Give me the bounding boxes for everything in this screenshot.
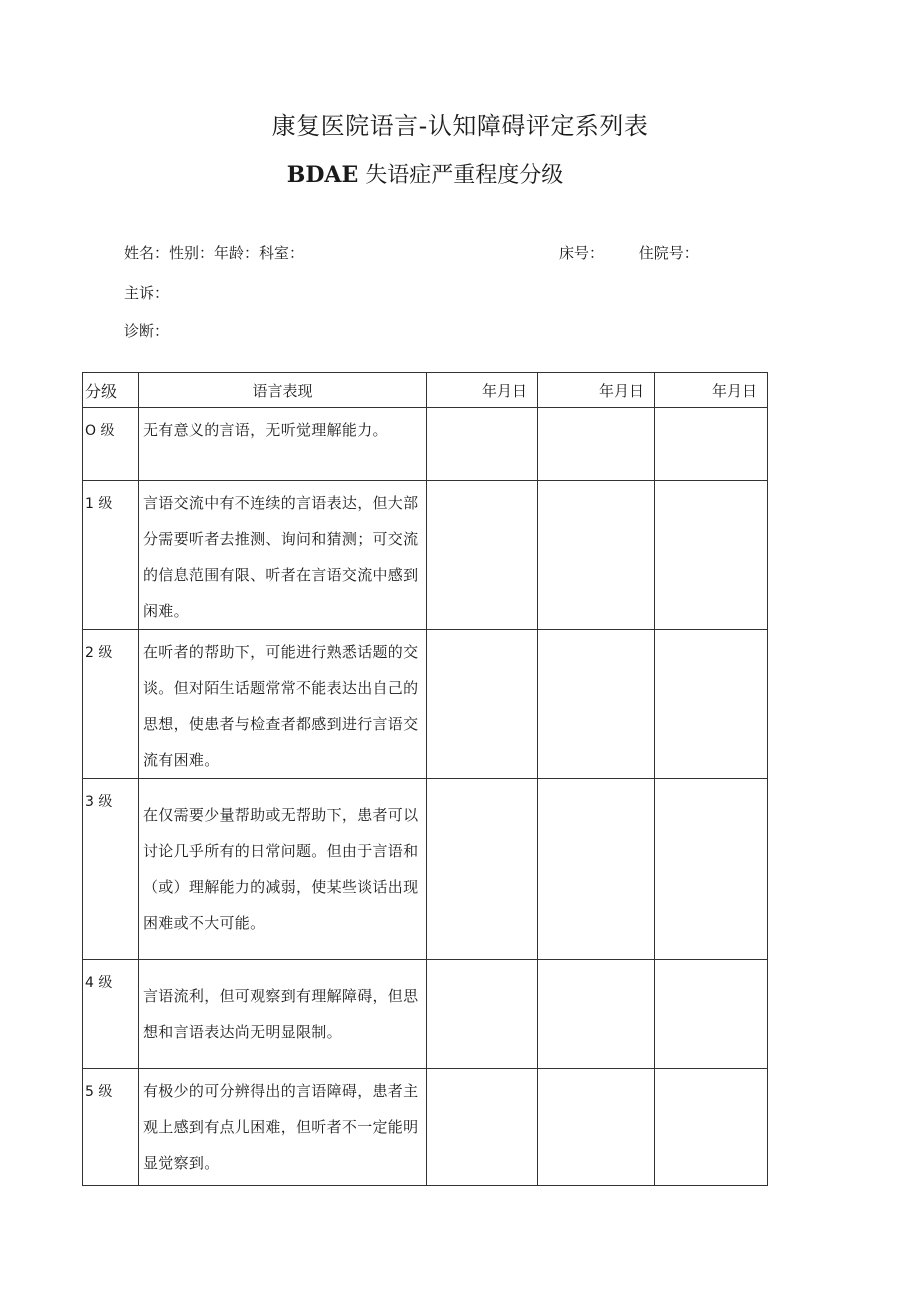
date-cell[interactable] [427, 408, 538, 481]
date-cell[interactable] [538, 960, 655, 1069]
date-cell[interactable] [427, 481, 538, 630]
description-cell: 言语交流中有不连续的言语表达，但大部分需要听者去推测、询问和猜测；可交流的信息范围有限、听者在言语交流中感到闲难。 [139, 481, 427, 630]
header-grade: 分级 [83, 373, 139, 408]
patient-fields-label: 姓名：性别：年龄：科室： [124, 244, 305, 262]
table-header-row [83, 373, 768, 408]
description-cell: 言语流利，但可观察到有理解障碍，但思想和言语表达尚无明显限制。 [139, 960, 427, 1069]
date-cell[interactable] [427, 630, 538, 779]
date-cell[interactable] [655, 408, 768, 481]
description-cell: 有极少的可分辨得出的言语障碍，患者主观上感到有点儿困难，但听者不一定能明显觉察到。 [139, 1069, 427, 1186]
table-row [83, 408, 768, 481]
complaint-label: 主诉： [124, 284, 170, 302]
description-cell: 无有意义的言语，无听觉理解能力。 [139, 408, 427, 481]
severity-table [82, 372, 768, 1186]
subtitle-abbrev: BDAE [286, 162, 359, 188]
date-cell[interactable] [538, 481, 655, 630]
date-cell[interactable] [655, 960, 768, 1069]
grade-cell: 3 级 [83, 779, 139, 960]
grade-cell: 4 级 [83, 960, 139, 1069]
date-cell[interactable] [655, 1069, 768, 1186]
header-date-1: 年月日 [427, 373, 538, 408]
diagnosis-label: 诊断： [124, 322, 170, 340]
page-subtitle [0, 158, 850, 189]
date-cell[interactable] [538, 408, 655, 481]
grade-cell: O 级 [83, 408, 139, 481]
table-row [83, 630, 768, 779]
date-cell[interactable] [538, 779, 655, 960]
date-cell[interactable] [427, 779, 538, 960]
header-date-3: 年月日 [655, 373, 768, 408]
bed-label: 床号： [559, 244, 605, 262]
description-cell: 在听者的帮助下，可能进行熟悉话题的交谈。但对陌生话题常常不能表达出自己的思想，使患者与检查者都感到进行言语交流有困难。 [139, 630, 427, 779]
page-title: 康复医院语言-认知障碍评定系列表 [271, 112, 649, 140]
date-cell[interactable] [655, 481, 768, 630]
table-row [83, 481, 768, 630]
table-row [83, 1069, 768, 1186]
date-cell[interactable] [538, 1069, 655, 1186]
grade-cell: 1 级 [83, 481, 139, 630]
date-cell[interactable] [538, 630, 655, 779]
grade-cell: 2 级 [83, 630, 139, 779]
date-cell[interactable] [427, 1069, 538, 1186]
header-date-2: 年月日 [538, 373, 655, 408]
table-row [83, 960, 768, 1069]
date-cell[interactable] [427, 960, 538, 1069]
description-cell: 在仅需要少量帮助或无帮助下，患者可以讨论几乎所有的日常问题。但由于言语和（或）理解能力的减弱，使某些谈话出现困难或不大可能。 [139, 779, 427, 960]
patient-info-line [124, 242, 704, 263]
admission-label: 住院号： [638, 244, 699, 262]
grade-cell: 5 级 [83, 1069, 139, 1186]
subtitle-text: 失语症严重程度分级 [365, 163, 564, 188]
date-cell[interactable] [655, 630, 768, 779]
header-description: 语言表现 [139, 373, 427, 408]
date-cell[interactable] [655, 779, 768, 960]
table-row [83, 779, 768, 960]
